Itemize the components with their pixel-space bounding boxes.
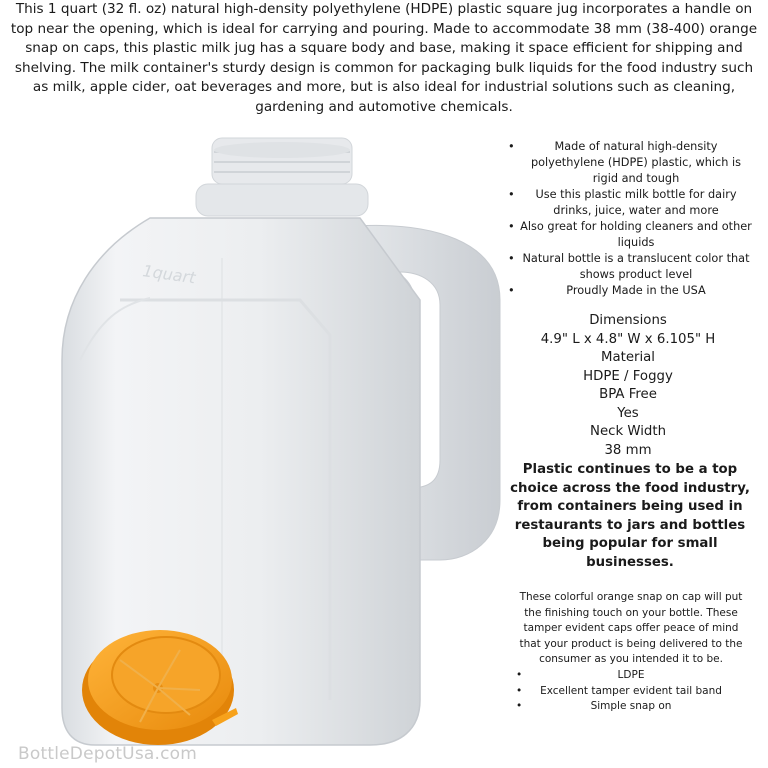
feature-item: • Proudly Made in the USA [506, 283, 752, 299]
watermark-logo: BottleDepotUsa.com [18, 744, 198, 764]
dimensions-label: Dimensions [589, 313, 667, 328]
jug-neck [196, 138, 368, 216]
cap-feature-item: • Excellent tamper evident tail band [516, 684, 746, 700]
bpa-free-label: BPA Free [599, 387, 657, 402]
cap-description-block [516, 590, 746, 715]
feature-item: • Made of natural high-density polyethylene (HDPE) plastic, which is rigid and tough [506, 139, 752, 187]
intro-description: This 1 quart (32 fl. oz) natural high-density polyethylene (HDPE) plastic square jug incorporates a handle on top near the opening, which is ideal for carrying and pouring. Made to accommodate 38 mm (38-400) orange snap on caps, this plastic milk jug has a square body and base, making it space efficient for shipping and shelving. The milk container's sturdy design is common for packaging bulk liquids for the food industry such as milk, apple cider, oat beverages and more, but is also ideal for industrial solutions such as cleaning, gardening and automotive chemicals. [10, 1, 758, 115]
embossed-quart-label: 1quart [141, 261, 197, 288]
material-value: HDPE / Foggy [583, 368, 673, 384]
bpa-free-value: Yes [617, 405, 639, 421]
spec-block [508, 312, 748, 460]
closing-paragraph: Plastic continues to be a top choice across the food industry, from containers being used in restaurants to jars and bottles being popular for small businesses. [510, 462, 750, 570]
feature-item: • Natural bottle is a translucent color that shows product level [506, 251, 752, 283]
material-label: Material [600, 350, 656, 365]
cap-description: These colorful orange snap on cap will put the finishing touch on your bottle. These tamper evident caps offer peace of mind that your product is being delivered to the consumer as you intended it to be. [519, 591, 743, 666]
feature-item: • Also great for holding cleaners and other liquids [506, 219, 752, 251]
feature-list [506, 139, 752, 299]
cap-feature-list [516, 668, 746, 715]
cap-feature-item: • Simple snap on [516, 699, 746, 715]
dimensions-value: 4.9" L x 4.8" W x 6.105" H [540, 331, 716, 347]
neck-width-value: 38 mm [604, 442, 652, 458]
neck-width-label: Neck Width [590, 424, 666, 439]
cap-feature-item: • LDPE [516, 668, 746, 684]
milk-jug-image [0, 118, 510, 768]
feature-item: • Use this plastic milk bottle for dairy drinks, juice, water and more [506, 187, 752, 219]
